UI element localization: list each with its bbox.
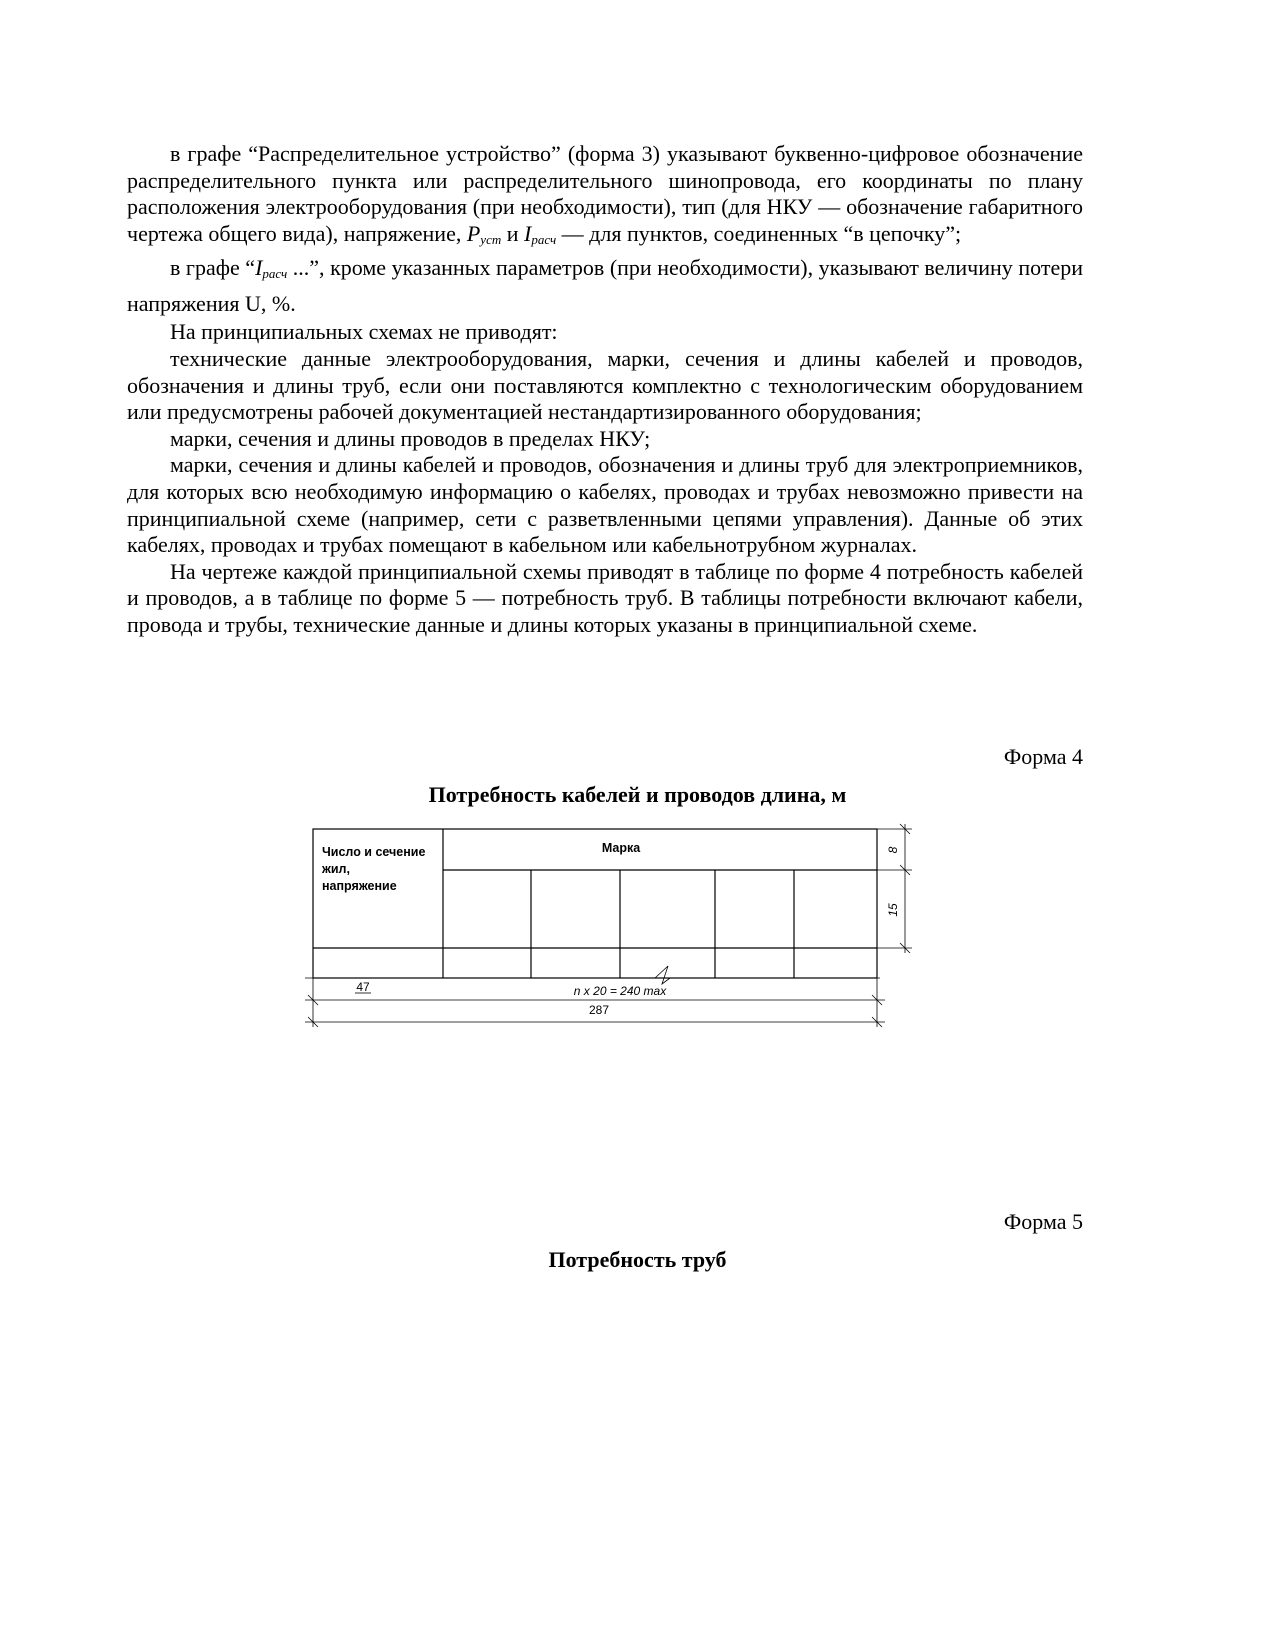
i-rasch-symbol: $I_{расч}$: [255, 255, 288, 282]
paragraph: марки, сечения и длины кабелей и проводов, обозначения и длины труб для электроприемников, для которых всю необходимую информацию о кабелях, проводах и трубах невозможно привести на принципиальной схеме (например, сети с разветвленными цепями управления). Данные об этих кабелях, проводах и трубах помещают в кабельном или кабельнотрубном журналах.: [127, 452, 1083, 558]
dim-8: 8: [886, 846, 900, 854]
text: в графе “: [170, 255, 256, 281]
form4-label: Форма 4: [1003, 744, 1083, 769]
col-header-line: напряжение: [322, 879, 397, 893]
text: и: [501, 220, 525, 246]
dim-47: 47: [356, 980, 370, 994]
paragraph: марки, сечения и длины проводов в пределах НКУ;: [170, 425, 651, 451]
text: в графе “Распределительное устройство” (форма 3) указывают буквенно-цифровое обозначение распределительного пункта или распределительного шинопровода, его координаты по плану расположения электрооборудования (при необходимости), тип (для НКУ — обозначение габаритного чертежа общего вида), напряжение,: [127, 141, 1083, 246]
text: — для пунктов, соединенных “в цепочку”;: [556, 220, 962, 246]
marka-header: Марка: [601, 841, 641, 855]
paragraph: технические данные электрооборудования, марки, сечения и длины кабелей и проводов, обозначения и длины труб, если они поставляются комплектно с технологическим оборудованием или предусмотрены рабочей документацией нестандартизированного оборудования;: [127, 345, 1083, 425]
dim-15: 15: [886, 903, 900, 917]
i-rasch-symbol: $I_{расч}$: [524, 220, 557, 247]
col-header-line: Число и сечение: [322, 845, 426, 859]
form5-title: Потребность труб: [548, 1247, 727, 1272]
paragraph: На принципиальных схемах не приводят:: [170, 319, 558, 345]
form4-title: Потребность кабелей и проводов длина, м: [428, 782, 847, 807]
paragraph: На чертеже каждой принципиальной схемы приводят в таблице по форме 4 потребность кабелей и проводов, а в таблице по форме 5 — потребность труб. В таблицы потребности включают кабели, провода и трубы, технические данные и длины которых указаны в принципиальной схеме.: [127, 558, 1083, 637]
dim-287: 287: [588, 1003, 610, 1017]
form5-label: Форма 5: [1003, 1209, 1083, 1234]
text: ...”, кроме указанных параметров (при необходимости), указывают величину потери напряжения U, %.: [127, 255, 1083, 317]
col-header-line: жил,: [322, 862, 350, 876]
p-ust-symbol: $P_{уст}$: [466, 220, 502, 247]
dim-n-x-20: n x 20 = 240 max: [573, 984, 667, 998]
